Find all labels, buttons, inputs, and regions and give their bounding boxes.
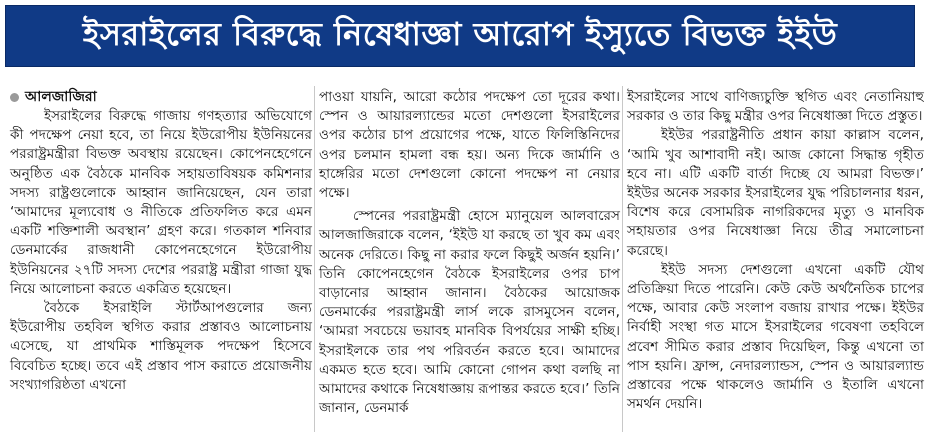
paragraph: ইসরাইলের বিরুদ্ধে গাজায় গণহত্যার অভিযোগে কী পদক্ষেপ নেয়া হবে, তা নিয়ে ইউরোপীয় ইউনিয়নের পররাষ্ট্রমন্ত্রীরা বিভক্ত অবস্থায় রয়েছেন। কোপেনহেগেনে অনুষ্ঠিত এক বৈঠকে মানবিক সহায়তাবিষয়ক কমিশনার সদস্য রাষ্ট্রগুলোকে আহ্বান জানিয়েছেন, যেন তারা ‘আমাদের মূল্যবোধ ও নীতিকে প্রতিফলিত করে এমন একটি শক্তিশালী অবস্থান’ গ্রহণ করে। গতকাল শনিবার ডেনমার্কের রাজধানী কোপেনহেগেনে ইউরোপীয় ইউনিয়নের ২৭টি সদস্য দেশের পররাষ্ট্র মন্ত্রীরা গাজা যুদ্ধ নিয়ে আলোচনা করতে একত্রিত হয়েছেন। xyxy=(10,108,312,297)
article-column-2 xyxy=(319,88,620,418)
paragraph: বৈঠকে ইসরাইলি স্টার্টআপগুলোর জন্য ইউরোপীয় তহবিল স্থগিত করার প্রস্তাবও আলোচনায় এসেছে, যা প্রাথমিক শাস্তিমূলক পদক্ষেপ হিসেবে বিবেচিত হচ্ছে। তবে এই প্রস্তাব পাস করাতে প্রয়োজনীয় সংখ্যাগরিষ্ঠতা এখনো xyxy=(10,300,312,393)
byline-source: আলজাজিরা xyxy=(25,89,97,105)
headline-banner xyxy=(5,5,915,67)
column-divider xyxy=(314,86,315,432)
article-column-3 xyxy=(627,88,924,414)
column-divider xyxy=(622,86,623,432)
paragraph: ইইউ সদস্য দেশগুলো এখনো একটি যৌথ প্রতিক্রিয়া দিতে পারেনি। কেউ কেউ অর্থনৈতিক চাপের পক্ষে, আবার কেউ সংলাপ বজায় রাখার পক্ষে। ইইউর নির্বাহী সংস্থা গত মাসে ইসরাইলের গবেষণা তহবিলে প্রবেশ সীমিত করার প্রস্তাব দিয়েছিল, কিন্তু এখনো তা পাস হয়নি। ফ্রান্স, নেদারল্যান্ডস, স্পেন ও আয়ারল্যান্ড প্রস্তাবের পক্ষে থাকলেও জার্মানি ও ইতালি এখনো সমর্থন দেয়নি। xyxy=(627,261,924,413)
paragraph: ইসরাইলের সাথে বাণিজ্যচুক্তি স্থগিত এবং নেতানিয়াহু সরকার ও তার কিছু মন্ত্রীর ওপর নিষেধাজ্ঞা দিতে প্রস্তুত। xyxy=(627,89,924,125)
paragraph: স্পেনের পররাষ্ট্রমন্ত্রী হোসে ম্যানুয়েল আলবারেস আলজাজিরাকে বলেন, ‘ইইউ যা করছে তা খুব কম এবং অনেক দেরিতে। কিছু না করার ফলে কিছুই অর্জন হয়নি।’ তিনি কোপেনহেগেন বৈঠকে ইসরাইলের ওপর চাপ বাড়ানোর আহ্বান জানান। বৈঠকের আয়োজক ডেনমার্কের পররাষ্ট্রমন্ত্রী লার্স লকে রাসমুসেন বলেন, ‘আমরা সবচেয়ে ভয়াবহ মানবিক বিপর্যয়ের সাক্ষী হচ্ছি। ইসরাইলকে তার পথ পরিবর্তন করতে হবে। আমাদের একমত হতে হবে। আমি কোনো গোপন কথা বলছি না আমাদের কথাকে নিষেধাজ্ঞায় রূপান্তর করতে হবে।’ তিনি জানান, ডেনমার্ক xyxy=(319,208,620,417)
article-column-1 xyxy=(10,88,312,395)
paragraph: ইইউর পররাষ্ট্রনীতি প্রধান কায়া কাল্লাস বলেন, ‘আমি খুব আশাবাদী নই। আজ কোনো সিদ্ধান্ত গৃহীত হবে না। এটি একটি বার্তা দিচ্ছে যে আমরা বিভক্ত।’ ইইউর অনেক সরকার ইসরাইলের যুদ্ধ পরিচালনার ধরন, বিশেষ করে বেসামরিক নাগরিকদের মৃত্যু ও মানবিক সহায়তার ওপর নিষেধাজ্ঞা নিয়ে তীব্র সমালোচনা করেছে। xyxy=(627,127,924,259)
byline xyxy=(10,88,312,107)
headline-title: ইসরাইলের বিরুদ্ধে নিষেধাজ্ঞা আরোপ ইস্যুতে বিভক্ত ইইউ xyxy=(82,15,838,53)
bullet-icon xyxy=(10,93,19,102)
paragraph: পাওয়া যায়নি, আরো কঠোর পদক্ষেপ তো দূরের কথা। স্পেন ও আয়ারল্যান্ডের মতো দেশগুলো ইসরাইলের ওপর কঠোর চাপ প্রয়োগের পক্ষে, যাতে ফিলিস্তিনিদের ওপর চলমান হামলা বন্ধ হয়। অন্য দিকে জার্মানি ও হাঙ্গেরির মতো দেশগুলো কোনো পদক্ষেপ না নেয়ার পক্ষে। xyxy=(319,89,620,202)
